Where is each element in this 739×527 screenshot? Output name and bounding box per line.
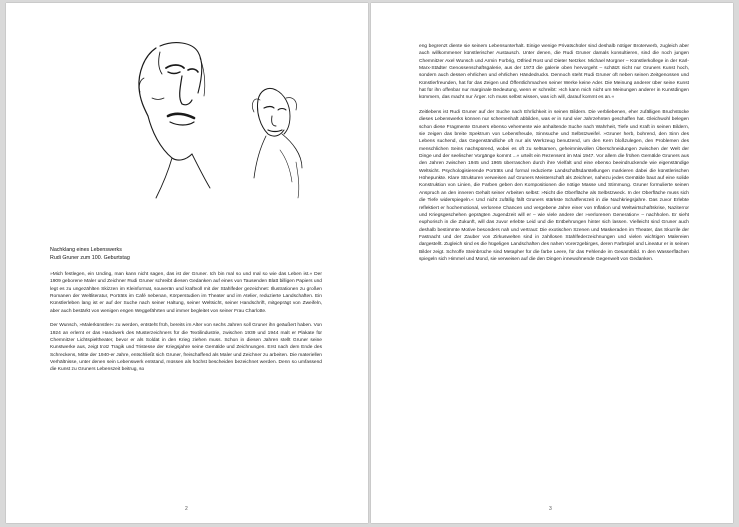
page-number: 3 — [549, 506, 552, 512]
paragraph: Der Wunsch, »Malerkünstler« zu werden, entsteht früh, bereits im Alter von sechs Jahren soll Gruner ihn geäußert haben. Von 1924 an erlernt er das Handwerk des Musterzeichners für die Textilindustrie, zwischen 1939 und 1944 malt er Plakate für Chemnitzer Lichtspieltheater, bevor er als Soldat in den Krieg ziehen muss. Schon in diesen Jahren stellt Gruner seine Kunstwerke aus, zeigt trotz Tragik und Tristesse der Kriegsjahre seine Gemälde und Zeichnungen. Erst nach dem Ende des Schreckens, Mitte der 1940-er Jahre, entschließt sich Gruner, freischaffend als Maler und Zeichner zu arbeiten. Die materiellen Verhältnisse, unter denen sein Lebenswerk entstand, müssen als höchst bescheiden bezeichnet werden. Denn so umfassend die Kunst zu Gruners Lebenszeit beitrug, so — [50, 323, 322, 373]
right-page — [371, 3, 733, 523]
caption-title: Nachklang eines Lebenswerks — [50, 247, 122, 253]
page-number: 2 — [185, 506, 188, 512]
right-body-text — [419, 43, 689, 271]
figure-caption — [50, 246, 310, 262]
paragraph: Zeitlebens ist Rudi Gruner auf der Suche nach Ehrlichkeit in seinen Bildern. Die verbliebenen, eher zufälligen Bruchstücke dieses Lebenswerks können nur schemenhaft abbilden, was er in rund vier Jahrzehnten geschaffen hat. Gleichwohl belegen schon diese Fragmente Gruners ebenso vehemente wie anhaltende Suche nach Wahrheit, Tiefe und Kraft in seinen Bildern, sie zeigen das breite Spektrum von Lebensfreude, Sinnsuche und Selbstzweifel. »Gruner herb, bohrend, den Sinn des Lebens suchend, das Gegenständliche oft nur als Werkzeug benutzend, um den Kern bloßzulegen, den Problemen des menschlichen Seins nachspürend, wobei es oft zu seltsamen, geheimnisvollen Überschneidungen zwischen der Welt der Dinge und der seelischer Vorgänge kommt ...« urteilt ein Rezensent im Mai 1947. Vor allem die frühen Gemälde Gruners aus den Jahren zwischen 1945 und 1965 überraschen durch ihre Vielfalt und eine ebenso beeindruckende wie eigenständige Weltsicht. Psychologisierende Porträts und formal reduzierte Landschaftsdarstellungen markieren dabei die künstlerischen Höhepunkte. Klare Strukturen verweisen auf Gruners Meisterschaft als Zeichner, nahezu jedes Gemälde baut auf eine solide Konstruktion von Linien, die Farben geben den Kompositionen die nötige Masse und Stimmung. Gruner formulierte seinen Anspruch an den inneren Gehalt seiner Arbeiten selbst: »Nicht die Oberfläche als Selbstzweck. In der Oberfläche muss sich die Tiefe widerspiegeln.« Und nicht zufällig fällt Gruners stärkste Schaffenszeit in die Nachkriegsjahre. Das zuvor Erlebte reflektiert er hochemotional, verlorene Chancen und vergebene Jahre einer von Inflation und Weltwirtschaftskrise, Naziterror und Kriegsgeschehen geprägten Jugendzeit will er – wie viele andere der »verlorenen Generation« – nachholen. Er sieht euphorisch in die Zukunft, will das zuvor erlebte Leid und die Entbehrungen hinter sich lassen. Vielleicht sind Gruner auch deshalb bestimmte Motive besonders nah und vertraut: Die exotischen Szenen und Maskeraden im Theater, das Skurrile der Fastnacht und der Zauber von Zirkuswelten sind in zahllosen Stahlfederzeichnungen und vielen wichtigen Malereien dargestellt. Zugleich sind es die hügeligen Landschaften des nahen Vorerzgebirges, deren Farbspiel und Lineatur er in seinen Bilder zeigt. Schroffe Steinbrüche sind Metapher für die farbe Leere, für das Fehlende im Gesamtbild. In den Wasserflächen spiegeln sich Himmel und Mond, sie verweisen auf die den Dingen innewohnende Gegenwelt von Gedanken. — [419, 110, 689, 262]
caption-subtitle: Rudi Gruner zum 100. Geburtstag — [50, 255, 130, 261]
paragraph: eng begrenzt diente sie seinem Lebensunterhalt. Einige wenige Privatschüler sind deshalb nötiger Broterwerb, zugleich aber auch willkommener künstlerischer Austausch. Unter denen, die Rudi Gruner damals konsultieren, sind die noch jungen Chemnitzer Axel Wunsch und Armin Forbrig, Otfried Rost und Dieter Netzker. Michael Morgner – Künstlerkollege in der Karl-Marx-Städter Genossenschaftsgalerie, aus der 1973 die galerie oben hervorgeht – schätzt nicht nur Gruners Kunst hoch, sondern auch dessen ehrlichen und ehrlichen Händedrucks. Dennoch steht Rudi Gruner oft neben seinen Zeitgenossen und Künstlerfreunden, hat für das Zeigen und Öffentlichmachen seiner Werke keine Ader. Die Meinung anderer über seine Kunst hat für ihn offenbar nur marginale Bedeutung, wenn er schreibt: »Ich kann mich nicht um Meinungen anderer in Kunstdingen kümmern, das macht nur Ärger. Ich muss selbst wissen, was ich will, darauf kommt es an.« — [419, 44, 689, 101]
paragraph: »Mich festlegen, ein Unding, man kann nicht sagen, das ist der Gruner. Ich bin mal so und mal so wie das Leben ist.« Der 1909 geborene Maler und Zeichner Rudi Gruner schreibt diesen Gedanken auf eines von Tausenden Blatt billigen Papiers und legt es zu ungezählten Skizzen im Kleinformat, souverän und kraftvoll mit der Stahlfeder gezeichnet: Illustrationen zu großen Romanen der Weltliteratur, Porträts im Café nebenan, Körperstudien im Theater und im Atelier, reduzierte Landschaften. Ein Künstlerleben lang ist er auf der Suche nach seiner Haltung, seiner Weltsicht, seiner Handschrift, mitgeprägt von Zweifeln, aber auch bestärkt von wenigen engen Weggefährten und immer begleitet von seiner Frau Charlotte. — [50, 272, 322, 314]
left-body-text — [50, 271, 322, 381]
left-page — [6, 3, 368, 523]
ink-sketch-faces-illustration — [64, 38, 304, 213]
